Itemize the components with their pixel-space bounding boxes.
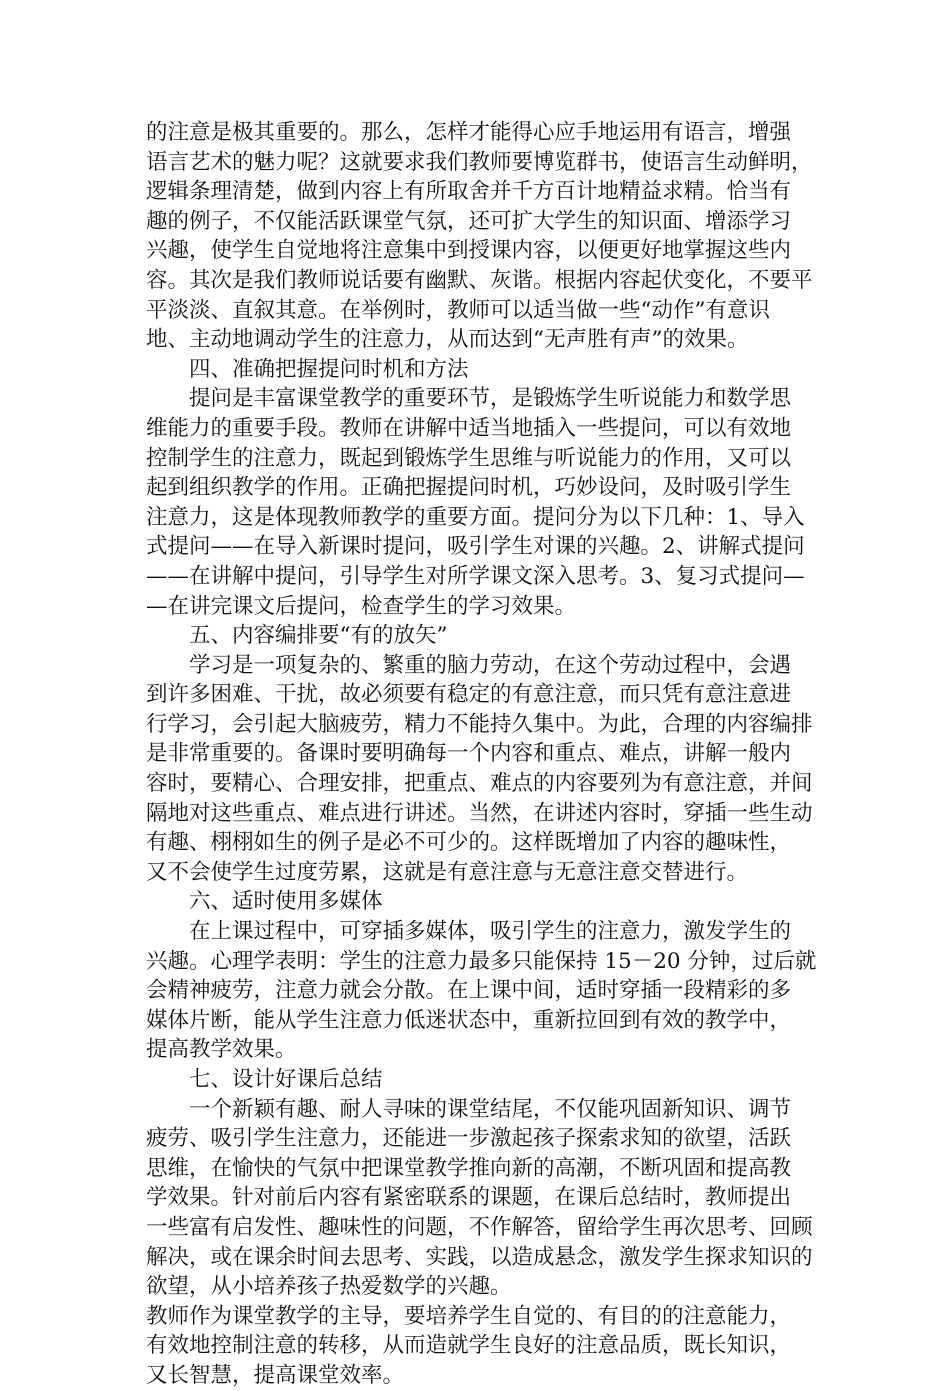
paragraph-start: 一个新颖有趣、耐人寻味的课堂结尾，不仅能巩固新知识、调节 [189,1096,792,1122]
text-line: 思维，在愉快的气氛中把课堂教学推向新的高潮，不断巩固和提高教 [146,1155,792,1181]
text-line: 控制学生的注意力，既起到锻炼学生思维与听说能力的作用，又可以 [146,445,792,471]
text-line: 起到组织教学的作用。正确把握提问时机，巧妙设问，及时吸引学生 [146,475,792,501]
text-line: 的注意是极其重要的。那么，怎样才能得心应手地运用有语言，增强 [146,120,792,145]
text-line: 维能力的重要手段。教师在讲解中适当地插入一些提问，可以有效地 [146,415,792,441]
text-line: 提高教学效果。 [146,1037,297,1063]
text-line: 欲望，从小培养孩子热爱数学的兴趣。 [146,1274,512,1300]
text-line: 媒体片断，能从学生注意力低迷状态中，重新拉回到有效的教学中， [146,1007,792,1033]
text-line: 地、主动地调动学生的注意力，从而达到“无声胜有声”的效果。 [146,327,749,353]
section-heading: 五、内容编排要“有的放矢” [189,623,448,649]
text-line: 是非常重要的。备课时要明确每一个内容和重点、难点，讲解一般内 [146,741,792,767]
text-line: 行学习，会引起大脑疲劳，精力不能持久集中。为此，合理的内容编排 [146,711,813,737]
text-line: 有效地控制注意的转移，从而造就学生良好的注意品质，既长知识， [146,1333,792,1359]
text-line: 容。其次是我们教师说话要有幽默、灰谐。根据内容起伏变化，不要平 [146,267,813,293]
text-line: 一些富有启发性、趣味性的问题，不作解答，留给学生再次思考、回顾 [146,1214,813,1240]
section-heading: 六、适时使用多媒体 [189,889,383,915]
text-line: 又长智慧，提高课堂效率。 [146,1362,405,1388]
text-line: 容时，要精心、合理安排，把重点、难点的内容要列为有意注意，并间 [146,771,813,797]
text-line: ——在讲解中提问，引导学生对所学课文深入思考。3、复习式提问— [146,563,805,589]
text-line: 会精神疲劳，注意力就会分散。在上课中间，适时穿插一段精彩的多 [146,978,792,1004]
text-line: 学效果。针对前后内容有紧密联系的课题，在课后总结时，教师提出 [146,1185,792,1211]
section-heading: 七、设计好课后总结 [189,1067,383,1092]
paragraph-start: 在上课过程中，可穿插多媒体，吸引学生的注意力，激发学生的 [189,919,792,945]
text-line: 语言艺术的魅力呢？这就要求我们教师要博览群书，使语言生动鲜明， [146,149,813,175]
document-body [146,118,816,1391]
text-line: 隔地对这些重点、难点进行讲述。当然，在讲述内容时，穿插一些生动 [146,800,813,826]
text-line: 教师作为课堂教学的主导，要培养学生自觉的、有目的的注意能力， [146,1303,792,1329]
text-line: 趣的例子，不仅能活跃课堂气氛，还可扩大学生的知识面、增添学习 [146,208,792,234]
text-line: 式提问——在导入新课时提问，吸引学生对课的兴趣。2、讲解式提问 [146,534,805,560]
text-line: 兴趣。心理学表明：学生的注意力最多只能保持 15－20 分钟，过后就 [146,948,817,974]
text-line: 逻辑条理清楚，做到内容上有所取舍并千方百计地精益求精。恰当有 [146,179,792,205]
text-line: 疲劳、吸引学生注意力，还能进一步激起孩子探索求知的欲望，活跃 [146,1126,792,1152]
paragraph-start: 提问是丰富课堂教学的重要环节，是锻炼学生听说能力和数学思 [189,386,792,412]
section-heading: 四、准确把握提问时机和方法 [189,356,469,382]
text-line: 平淡淡、直叙其意。在举例时，教师可以适当做一些“动作”有意识 [146,297,770,323]
text-line: 注意力，这是体现教师教学的重要方面。提问分为以下几种：1、导入 [146,504,805,530]
paragraph-start: 学习是一项复杂的、繁重的脑力劳动，在这个劳动过程中，会遇 [189,652,792,678]
text-line: —在讲完课文后提问，检查学生的学习效果。 [146,593,577,619]
text-line: 兴趣，使学生自觉地将注意集中到授课内容，以便更好地掌握这些内 [146,238,792,264]
text-line: 解决，或在课余时间去思考、实践，以造成悬念，激发学生探求知识的 [146,1244,813,1270]
text-line: 到许多困难、干扰，故必须要有稳定的有意注意，而只凭有意注意进 [146,682,792,708]
text-line: 又不会使学生过度劳累，这就是有意注意与无意注意交替进行。 [146,859,749,885]
text-line: 有趣、栩栩如生的例子是必不可少的。这样既增加了内容的趣味性， [146,830,792,856]
